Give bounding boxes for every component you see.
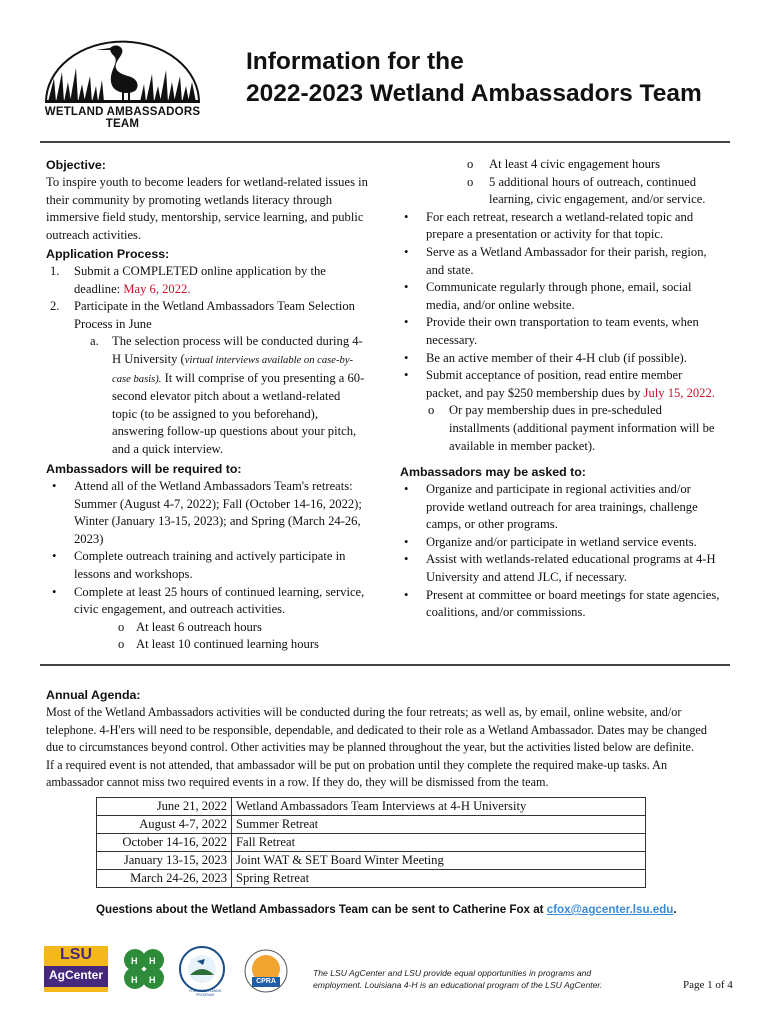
dues-date: July 15, 2022.: [643, 385, 715, 400]
asked-item: [400, 534, 730, 552]
required-text: necessary.: [426, 332, 478, 347]
deadline-date: May 6, 2022.: [123, 281, 191, 296]
application-subitem: [46, 333, 386, 458]
required-subtext: At least 6 outreach hours: [136, 619, 262, 634]
sub-bullet: o: [118, 637, 125, 652]
table-row: [97, 834, 646, 852]
application-text: [74, 281, 386, 299]
subtext-part: H University (: [112, 351, 185, 366]
email-link[interactable]: cfox@agcenter.lsu.edu: [546, 903, 674, 916]
objective-line: To inspire youth to become leaders for wetland-related issues in: [46, 175, 368, 189]
schedule-event: Wetland Ambassadors Team Interviews at 4-H University: [232, 798, 646, 816]
asked-text: Present at committee or board meetings for state agencies,: [426, 587, 720, 602]
bullet: •: [404, 482, 409, 496]
list-number: 1.: [50, 264, 60, 278]
application-subtext: topic (to be assigned to you beforehand),: [112, 406, 318, 421]
asked-item: [400, 587, 730, 622]
schedule-event: Spring Retreat: [232, 870, 646, 888]
required-item: [46, 478, 386, 548]
dues-label: packet, and pay $250 membership dues by: [426, 385, 644, 400]
agcenter-text: AgCenter: [48, 968, 103, 982]
asked-text: University and attend JLC, if necessary.: [426, 569, 627, 584]
objective-section: [46, 157, 386, 244]
required-item: [46, 584, 386, 619]
svg-text:H: H: [149, 975, 156, 985]
application-text: Process in June: [74, 316, 152, 331]
bullet: •: [404, 552, 409, 567]
bullet: •: [404, 209, 409, 224]
required-text: lessons and workshops.: [74, 566, 193, 581]
required-text: Winter (January 13-15, 2023); and Spring (March 24-26,: [74, 514, 361, 529]
bullet: •: [404, 368, 409, 383]
schedule-event: Summer Retreat: [232, 816, 646, 834]
sub-bullet: o: [467, 174, 474, 189]
schedule-date: October 14-16, 2022: [97, 834, 232, 852]
required-text: 2023): [74, 531, 104, 546]
asked-section: [400, 464, 730, 622]
objective-line: immersive field study, mentorship, service learning, and public: [46, 210, 364, 225]
objective-heading: Objective:: [46, 158, 106, 172]
objective-line: their community by promoting wetlands literacy through: [46, 192, 333, 207]
required-item: [46, 548, 386, 583]
asked-text: provide wetland outreach for area trainings, challenge: [426, 499, 698, 514]
table-row: [97, 852, 646, 870]
required-subitem: [46, 636, 386, 654]
agenda-line: If a required event is not attended, that ambassador will be put on probation until they complete the required make-up tasks. An: [46, 757, 668, 772]
schedule-table: [96, 797, 646, 888]
application-subtext: second elevator pitch about a wetland-related: [112, 389, 341, 404]
agenda-heading: Annual Agenda:: [46, 688, 141, 702]
required-text: Provide their own transportation to team events, when: [426, 315, 699, 330]
application-section: [46, 246, 386, 459]
required-text: [426, 385, 730, 403]
bullet: •: [404, 315, 409, 330]
bullet: •: [52, 549, 57, 564]
application-subtext: The selection process will be conducted during 4-: [112, 334, 363, 349]
schedule-date: June 21, 2022: [97, 798, 232, 816]
schedule-date: March 24-26, 2023: [97, 870, 232, 888]
heron-marsh-icon: [40, 38, 205, 110]
asked-item: [400, 481, 730, 534]
required-text: Communicate regularly through phone, email, social: [426, 280, 692, 295]
bullet: •: [404, 244, 409, 259]
contact-text: Questions about the Wetland Ambassadors Team can be sent to Catherine Fox at: [96, 903, 547, 916]
svg-text:H: H: [149, 956, 156, 966]
lsu-text: LSU: [60, 946, 92, 963]
contact-end: .: [673, 903, 677, 916]
asked-text: Assist with wetlands-related educational programs at 4-H: [426, 552, 716, 567]
sub-bullet: o: [428, 403, 435, 418]
subtext-italic: virtual interviews available on case-by-: [184, 354, 354, 366]
required-text: civic engagement, and outreach activities.: [74, 602, 286, 617]
required-text: Submit acceptance of position, read entire member: [426, 368, 683, 383]
youth-wetlands-logo: [180, 947, 224, 991]
required-text: Attend all of the Wetland Ambassadors Team's retreats:: [74, 479, 353, 493]
required-text: Complete outreach training and actively participate in: [74, 549, 346, 564]
cpra-logo: [245, 950, 287, 992]
asked-text: camps, or other programs.: [426, 517, 558, 532]
table-row: [97, 816, 646, 834]
application-subtext: [112, 351, 386, 370]
objective-line: outreach activities.: [46, 227, 142, 242]
required-heading: Ambassadors will be required to:: [46, 462, 242, 476]
footer-disclaimer: [313, 967, 643, 991]
required-text: prepare a presentation or activity for that topic.: [426, 227, 664, 242]
application-subtext: answering follow-up questions about your pitch,: [112, 424, 357, 439]
required-subitem: [400, 402, 730, 455]
agenda-line: due to circumstances beyond control. Other activities may be planned throughout the year, but the activities listed below are definite.: [46, 740, 694, 755]
table-row: [97, 798, 646, 816]
required-subtext: available in member packet).: [449, 438, 596, 453]
wetland-ambassadors-logo: [40, 38, 205, 130]
bullet: •: [404, 534, 409, 549]
header-divider: [40, 141, 730, 143]
required-subtext: Or pay membership dues in pre-scheduled: [449, 403, 662, 418]
title-line-1: Information for the: [246, 48, 464, 75]
required-subitem: [400, 174, 730, 209]
required-subtext: At least 10 continued learning hours: [136, 637, 319, 652]
section-divider: [40, 664, 730, 666]
required-subitem: [46, 619, 386, 637]
application-item: [46, 298, 386, 333]
required-subtext: learning, civic engagement, and/or service.: [489, 192, 706, 207]
subtext-part: It will comprise of you presenting a 60-: [161, 370, 365, 385]
required-text: media, and/or online website.: [426, 297, 575, 312]
agenda-line: Most of the Wetland Ambassadors activities will be conducted during the four retreats; as well as, by email, online website, and/or: [46, 705, 682, 719]
disclaimer-line: employment. Louisiana 4-H is an educational program of the LSU AgCenter.: [313, 980, 603, 990]
schedule-date: January 13-15, 2023: [97, 852, 232, 870]
required-item: [400, 367, 730, 402]
page-number: Page 1 of 4: [683, 979, 733, 991]
bullet: •: [404, 587, 409, 602]
required-item: [400, 350, 730, 368]
application-text: Submit a COMPLETED online application by the: [74, 264, 326, 278]
svg-text:H: H: [131, 956, 138, 966]
logo-text: WETLAND AMBASSADORS TEAM: [44, 106, 201, 130]
list-letter: a.: [90, 334, 99, 349]
required-item: [400, 279, 730, 314]
schedule-event: Joint WAT & SET Board Winter Meeting: [232, 852, 646, 870]
required-item: [400, 209, 730, 244]
cpra-text: CPRA: [256, 978, 276, 985]
contact-line: [96, 903, 677, 916]
required-item: [400, 314, 730, 349]
required-text: Complete at least 25 hours of continued learning, service,: [74, 584, 365, 599]
sub-bullet: o: [467, 157, 474, 171]
application-heading: Application Process:: [46, 247, 170, 261]
subtext-italic: case basis).: [112, 373, 162, 385]
agenda-section: [46, 687, 736, 792]
bullet: •: [52, 479, 57, 493]
page-title: [246, 46, 702, 110]
schedule-date: August 4-7, 2022: [97, 816, 232, 834]
asked-text: coalitions, and/or commissions.: [426, 605, 586, 620]
sub-bullet: o: [118, 619, 125, 634]
required-text: and state.: [426, 262, 474, 277]
required-text: Serve as a Wetland Ambassador for their parish, region,: [426, 244, 707, 259]
agenda-line: ambassador cannot miss two required events in a row. If they do, they will be dismissed from the team.: [46, 775, 549, 790]
four-h-clover-icon: [124, 949, 164, 989]
footer-logos: [40, 945, 290, 995]
deadline-label: deadline:: [74, 281, 124, 296]
agenda-line: telephone. 4-H'ers will need to be responsible, dependable, and dedicated to their role as a Wetland Ambassador. Dates may be changed: [46, 722, 707, 737]
application-text: Participate in the Wetland Ambassadors Team Selection: [74, 299, 355, 314]
application-subtext: [112, 370, 386, 389]
table-row: [97, 870, 646, 888]
required-text: Summer (August 4-7, 2022); Fall (October 14-16, 2022);: [74, 496, 362, 511]
bullet: •: [404, 350, 409, 365]
required-subtext: 5 additional hours of outreach, continued: [489, 174, 697, 189]
application-item: [46, 263, 386, 298]
svg-text:H: H: [131, 975, 138, 985]
required-item: [400, 244, 730, 279]
asked-heading: Ambassadors may be asked to:: [400, 465, 586, 479]
required-text: Be an active member of their 4-H club (if possible).: [426, 350, 687, 365]
required-text: For each retreat, research a wetland-related topic and: [426, 209, 694, 224]
bullet: •: [404, 280, 409, 295]
required-continued: [400, 156, 730, 455]
required-subitem: [400, 156, 730, 174]
disclaimer-line: The LSU AgCenter and LSU provide equal opportunities in programs and: [313, 968, 592, 978]
schedule-event: Fall Retreat: [232, 834, 646, 852]
list-number: 2.: [50, 299, 60, 314]
bullet: •: [52, 584, 57, 599]
asked-text: Organize and/or participate in wetland service events.: [426, 534, 697, 549]
application-subtext: and a quick interview.: [112, 441, 224, 456]
youth-wetlands-text: YOUTH WETLANDS PROGRAM: [188, 989, 222, 997]
required-subtext: installments (additional payment information will be: [449, 420, 715, 435]
required-subtext: At least 4 civic engagement hours: [489, 157, 661, 171]
required-section: [46, 461, 386, 654]
title-line-2: 2022-2023 Wetland Ambassadors Team: [246, 80, 702, 107]
asked-text: Organize and participate in regional activities and/or: [426, 482, 691, 496]
asked-item: [400, 551, 730, 586]
